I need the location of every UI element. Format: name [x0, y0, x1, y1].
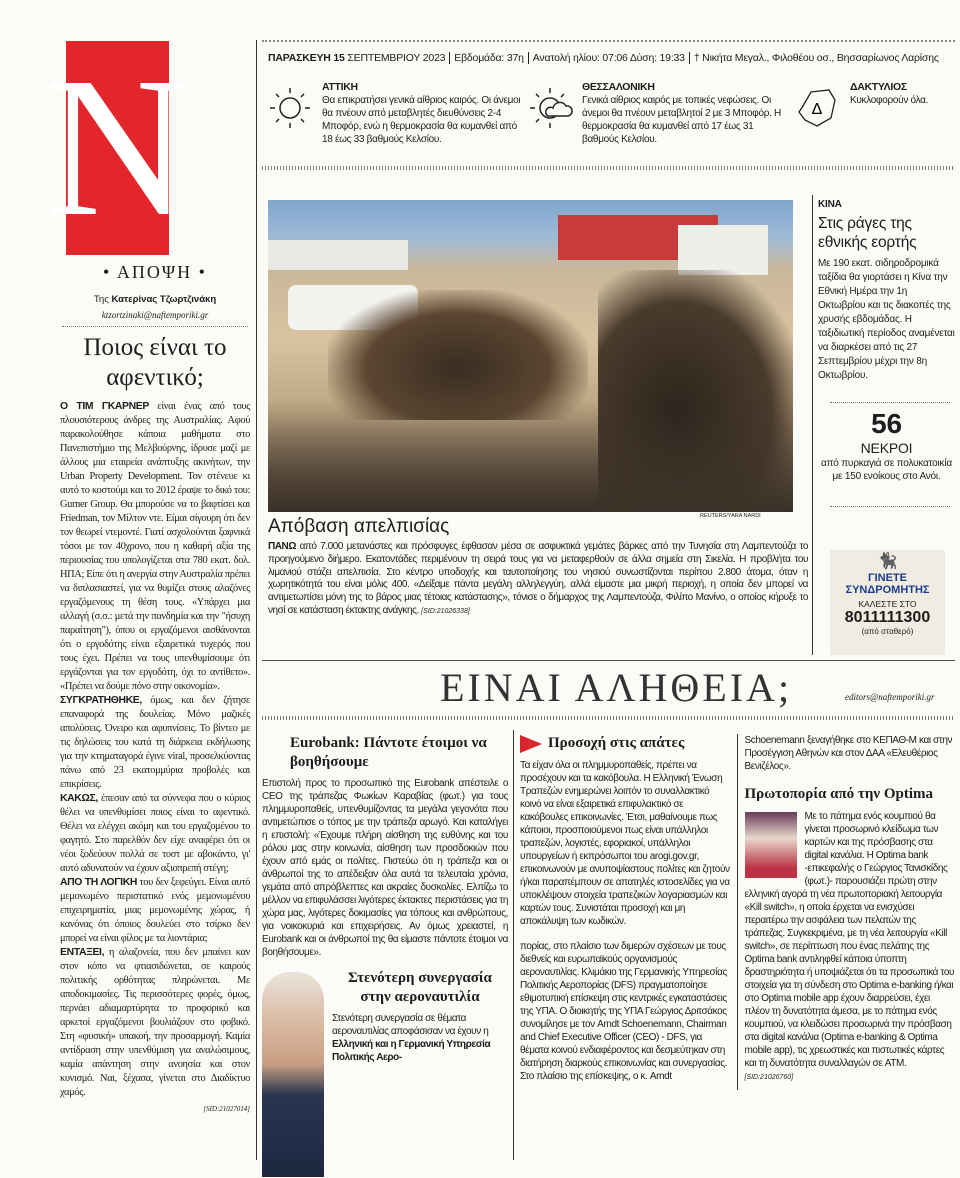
newspaper-logo: N	[45, 37, 190, 258]
opinion-body	[60, 400, 250, 1116]
weather-thessaloniki: ΘΕΣΣΑΛΟΝΙΚΗ Γενικά αίθριος καιρός με τοπικές νεφώσεις. Οι άνεμοι θα πνέουν μεταβλητοί 2 με 3 Μποφόρ. Η θερμοκρασία θα κυμανθεί από 17 έως 31 βαθμούς Κελσίου.	[582, 81, 781, 145]
stat-box: 56 ΝΕΚΡΟΙ από πυρκαγιά σε πολυκατοικία με 150 ενοίκους στο Ανόι.	[821, 408, 952, 482]
divider	[830, 506, 950, 507]
dateline: ΠΑΡΑΣΚΕΥΗ 15 ΣΕΠΤΕΜΒΡΙΟΥ 2023 Εβδομάδα: 37η Ανατολή ηλίου: 07:06 Δύση: 19:33 † Νικήτα Μεγαλ., Φιλοθέου οσ., Βησσαρίωνος Λαρίσης	[268, 52, 939, 64]
divider	[830, 402, 950, 403]
opinion-paragraph: Ο ΤΙΜ ΓΚΑΡΝΕΡ είναι ένας από τους πλουσιότερους άνδρες της Αυστραλίας. Αφού παρακολούθησε κάποια μαθήματα στο Πανεπιστήμιο της Μελβούρνης, ίδρυσε μαζί με άλλους μια εταιρεία ανάπτυξης ακινήτων, την Urban Property Development. Τον στένευε κι αυτό το κοστούμι και το 2012 έραψε το δικό του: Gurner Group. Θα μπορούσε να το βαφτίσει και Friedman, τον Μίλτον ντε. Είμαι σίγουρη ότι δεν τον θεωρεί ντεμοντέ. Γιατί ασχολούνται ξαφνικά τόσοι με τον 40χρονο, που η καθαρή αξία της περιουσίας του υπολογίζεται στα 780 εκατ. δολ. ΗΠΑ; Είπε ότι η ανεργία στην Αυστραλία πρέπει να διπλασιαστεί, για να θυμίζει στους αλαζόνες εργαζόμενους τη θέση τους. «Υπάρχει μια αλλαγή (σ.σ.: μετά την πανδημία και την "ήσυχη παραίτηση"), όπου οι εργαζόμενοι αισθάνονται ότι ο εργοδότης είναι εξαιρετικά τυχερός που τους έχει. Πρέπει να τους υπενθυμίσουμε ότι εργάζονται για τον εργοδότη, όχι το αντίθετο». «Πρέπει να δούμε πόνο στην οικονομία».	[60, 401, 250, 692]
column-rule	[812, 195, 813, 655]
author-email[interactable]: ktzortzinaki@naftemporiki.gr	[101, 310, 209, 320]
divider	[262, 40, 955, 43]
opinion-paragraph: ΑΠΟ ΤΗ ΛΟΓΙΚΗ του δεν ξεφεύγει. Είναι αυτό μεμονωμένο περιστατικό ενός μεμονωμένου επιχειρηματία, μιας μεμονωμένης χώρας, ή κανόνας ότι όποιος δουλεύει στο τσίρκο δεν μπορεί να είναι φίλος με τα λιοντάρια;	[60, 877, 250, 944]
column-rule	[513, 730, 514, 1160]
brief-optima: Πρωτοπορία από την Optima Με το πάτημα ενός κουμπιού θα γίνεται προσωρινό κλείδωμα των καρτών και της πρόσβασης στα digital κανάλια. Η Optima bank -επικεφαλής ο Γεώργιος Τανισκίδης (φωτ.)- παρουσιάζει πρώτη στην ελληνική αγορά τη νέα πρωτοποριακή λειτουργία «Kill switch», η οποία έρχεται να ενισχύσει περαιτέρω την ασφάλεια των πελατών της τράπεζας. Συγκεκριμένα, με τη νέα λειτουργία «Kill switch», σε περίπτωση που ένας πελάτης της Optima bank αντιληφθεί κάποια ύποπτη δραστηριότητα ή υποψιάζεται ότι τα προσωπικά του στοιχεία για τη σύνδεση στο Optima e-banking ή/και στο Optima mobile app έχουν διαρρεύσει, έχει πλέον τη δυνατότητα άμεσα, με το πάτημα ενός κουμπιού, να κλειδώσει προσωρινά την πρόσβαση στα digital κανάλια (Optima e-banking & Optima mobile app), τις χρεωστικές και πιστωτικές κάρτες και τη δυνατότητα συναλλαγών σε ATM. [SID:21026760]	[744, 786, 955, 1081]
subscriber-icon: 🐈‍⬛	[877, 553, 898, 570]
lead-headline: Απόβαση απελπισίας	[268, 516, 450, 537]
weather-attica: ΑΤΤΙΚΗ Θα επικρατήσει γενικά αίθριος καιρός. Οι άνεμοι θα πνέουν από μεταβλητές διευθύνσεις 2-4 Μποφόρ, ενώ η θερμοκρασία θα κυμανθεί από 18 έως 33 βαθμούς Κελσίου.	[322, 81, 521, 145]
section-label: • ΑΠΟΨΗ •	[103, 262, 207, 282]
opinion-paragraph: ΣΥΓΚΡΑΤΗΘΗΚΕ, όμως, και δεν ζήτησε επαναφορά της δουλείας. Μόνο μαζικές απολύσεις. Όνειρο και αφυπνίσεις. Το βίντεο με τις δηλώσεις του κατά τη διάρκεια εκδήλωσης για την κτηματαγορά έγινε viral, προσελκύοντας πάνω από 23 εκατομμύρια προβολές και επικρίσεις.	[60, 695, 250, 790]
opinion-paragraph: ΕΝΤΑΞΕΙ, η αλαζονεία, που δεν μπαίνει καν στον κόπο να φτιασιδώνεται, σε καιρούς πολιτικής ορθότητας πληρώνεται. Με αποδοκιμασίες. Τις περισσότερες φορές, όμως, περνάει αδιαμαρτύρητα το προφορικό και αρκετοί εργαζόμενοι βουλιάζουν στο φοβικό. Στη «φυσική» υπακοή, την προσαρμογή. Καμία αντίδραση στην υπενθύμιση για αναλώσιμους, καμία απάντηση στην ανοησία και στον κυνισμό. Ναι, ξέχασα, γίνεται στο Διαδίκτυο χαμός.	[60, 947, 250, 1098]
byline: Της Κατερίνας Τζωρτζινάκη	[93, 294, 217, 305]
photo-taniskidis	[745, 812, 797, 878]
divider	[262, 166, 955, 170]
foreground	[268, 400, 793, 512]
sun-icon	[266, 84, 314, 132]
weather-ring-zone: ΔΑΚΤΥΛΙΟΣ Κυκλοφορούν όλα.	[850, 81, 929, 106]
story-id: [SID:21027014]	[203, 1105, 250, 1113]
sidebar-china: ΚΙΝΑ Στις ράγες της εθνικής εορτής Με 190 εκατ. σιδηροδρομικά ταξίδια θα γιορτάσει η Κίνα την Εθνική Ημέρα την 1η Οκτωβρίου και τις διακοπές της χρυσής εβδομάδας. Η ταξιδιωτική περίοδος αναμένεται να διαρκέσει από τις 27 Σεπτεμβρίου μέχρι την 8η Οκτωβρίου.	[818, 199, 955, 381]
lead-body: ΠΑΝΩ από 7.000 μετανάστες και πρόσφυγες έφθασαν μέσα σε ασφυκτικά γεμάτες βάρκες από την Τυνησία στη Λαμπεντούζα το προηγούμενο διήμερο. Εκατοντάδες περιμένουν τη σειρά τους για να μεταφερθούν σε άλλα σημεία στη Σικελία. Η προβλήτα του λιμανιού στάζει απελπισία. Στο κέντρο υποδοχής και ταυτοποίησης του νησιού συνωστίζονται περίπου 2.800 άτομα, όταν η χωρητικότητά του είναι μόλις 400. «Δείξαμε πάντα μεγάλη αλληλεγγύη, αλλά είμαστε μια μικρή περιοχή, η οποία δεν μπορεί να αντιμετωπίσει μόνη της το βάρος μιας τέτοιας κατάστασης», τόνισε ο δήμαρχος της Λαμπεντούζα, Φιλίπο Μανίνο, ο οποίος κήρυξε το νησί σε κατάσταση έκτακτης ανάγκης. [SID:21026338]	[268, 541, 808, 616]
lead-photo-migrants	[268, 200, 793, 512]
photo-credit: REUTERS/YARA NARDI	[700, 513, 761, 519]
ambulance	[678, 225, 768, 275]
brief-aviation: Στενότερη συνεργασία στην αεροναυτιλία Στενότερη συνεργασία σε θέματα αεροναυτιλίας αποφάσισαν να έχουν η Ελληνική και η Γερμανική Υπηρεσία Πολιτικής Αερο-	[332, 970, 492, 1063]
ambulance	[268, 240, 408, 270]
brief-scams: Προσοχή στις απάτες Τα είχαν όλα οι πλημμυροπαθείς, πρέπει να προσέχουν και τα κακόβουλα. Η Ελληνική Ένωση Τραπεζών ενημερώνει λοιπόν το συναλλακτικό κοινό να είναι εξαιρετικά επιφυλακτικό σε κακόβουλες επικοινωνίες. Έτσι, μαθαίνουμε πως κάποιοι, προσποιούμενοι πως είναι υπάλληλοι τραπεζών, λογιστές, εφοριακοί, υπάλληλοι υπουργείων ή εκπρόσωποι του arogi.gov.gr, επικοινωνούν με ανυποψίαστους πολίτες και ζητούν ή/και παραπέμπουν σε απατηλές ιστοσελίδες για να υποκλέψουν στοιχεία τραπεζικών λογαριασμών και καρτών τους. Συνιστάται προσοχή και μη αποκάλυψη των κωδικών.	[520, 735, 730, 927]
divider	[62, 326, 248, 327]
divider	[262, 660, 955, 661]
brief-aviation-continued: πορίας, στο πλαίσιο των διμερών σχέσεων με τους διεθνείς και ευρωπαϊκούς οργανισμούς αεροναυτιλίας. Κλιμάκιο της Γερμανικής Υπηρεσίας Πολιτικής Αεροπορίας (DFS) πραγματοποίησε εθιμοτυπική επίσκεψη στις κεντρικές εγκαταστάσεις της ΥΠΑ. Ο διοικητής της ΥΠΑ Γεώργιος Δριτσάκος συνομίλησε με τον Arndt Schoenemann, Chairman and Chief Executive Officer (CEO) - DFS, για θέματα κοινού ενδιαφέροντος και δεσμεύτηκαν στη διατήρηση διαρκούς επικοινωνίας και συνεργασίας. Στο πλαίσιο της επίσκεψης, ο κ. Arndt Schoenemann ξεναγήθηκε στο ΚΕΠΑΘ-Μ και στην Προσέγγιση Αθηνών και στον ΔΑΑ «Ελευθέριος Βενιζέλος».	[520, 735, 953, 1082]
opinion-paragraph: ΚΑΚΩΣ, έπεσαν από τα σύννεφα που ο κύριος θέλει να υπενθυμίσει ποιος είναι το αφεντικό. Θέλει να ελέγχει ακόμη και του εργαζομένου το φαγητό. Στο παρελθόν δεν είχε αναφέρει ότι οι νέοι ξοδεύουν πολλά σε τοστ με αβοκάντο, γι' αυτό αδυνατούν να έχουν αξιοπρεπή στέγη;	[60, 793, 250, 874]
ring-zone-icon	[795, 84, 843, 132]
section-title-einai-alitheia: ΕΙΝΑΙ ΑΛΗΘΕΙΑ;	[440, 665, 793, 710]
opinion-title: Ποιος είναι το αφεντικό;	[83, 334, 227, 391]
photo-karavias	[262, 972, 324, 1177]
brief-eurobank: Eurobank: Πάντοτε έτοιμοι να βοηθήσουμε Επιστολή προς το προσωπικό της Eurobank απέστειλε ο CEO της τράπεζας Φωκίων Καραβίας (φωτ.) για τους πλημμυροπαθείς, υπενθυμίζοντας τα μεγάλα γεγονότα που αντιμετώπισε ο τόπος με την τράπεζα αρωγό. Και καταλήγει η επιστολή: «Έχουμε πλήρη αίσθηση της ευθύνης και του ρόλου μας στην κοινωνία, αίσθηση των προσδοκιών που έχουν από εμάς οι πολίτες. Πιστεύω ότι η τράπεζα και οι άνθρωποί της το απέδειξαν όλα αυτά τα τελευταία χρόνια, γεμάτα από απρόβλεπτες και ακραίες δυσκολίες. Ελπίζω το μέλλον να επιφυλάσσει λιγότερες έκτακτες περιστάσεις για τη χώρα μας, λιγότερες δοκιμασίες για τόπους και ανθρώπους, για νοικοκυριά και επιχειρήσεις. Αν όμως χρειαστεί, η Eurobank και οι άνθρωποί της θα είμαστε πάντοτε έτοιμοι να βοηθήσουμε».	[262, 734, 508, 959]
column-rule	[256, 40, 257, 1160]
sun-cloud-icon	[528, 84, 576, 132]
red-triangle-icon	[520, 735, 542, 753]
column-1	[262, 734, 508, 1177]
divider	[262, 716, 955, 720]
svg-text:Δ: Δ	[811, 101, 823, 118]
columns-2-3	[520, 734, 955, 1090]
subscribe-box[interactable]: 🐈‍⬛ ΓΙΝΕΤΕ ΣΥΝΔΡΟΜΗΤΗΣ ΚΑΛΕΣΤΕ ΣΤΟ 8011111300 (από σταθερό)	[830, 550, 945, 655]
editors-email[interactable]: editors@naftemporiki.gr	[845, 692, 935, 702]
